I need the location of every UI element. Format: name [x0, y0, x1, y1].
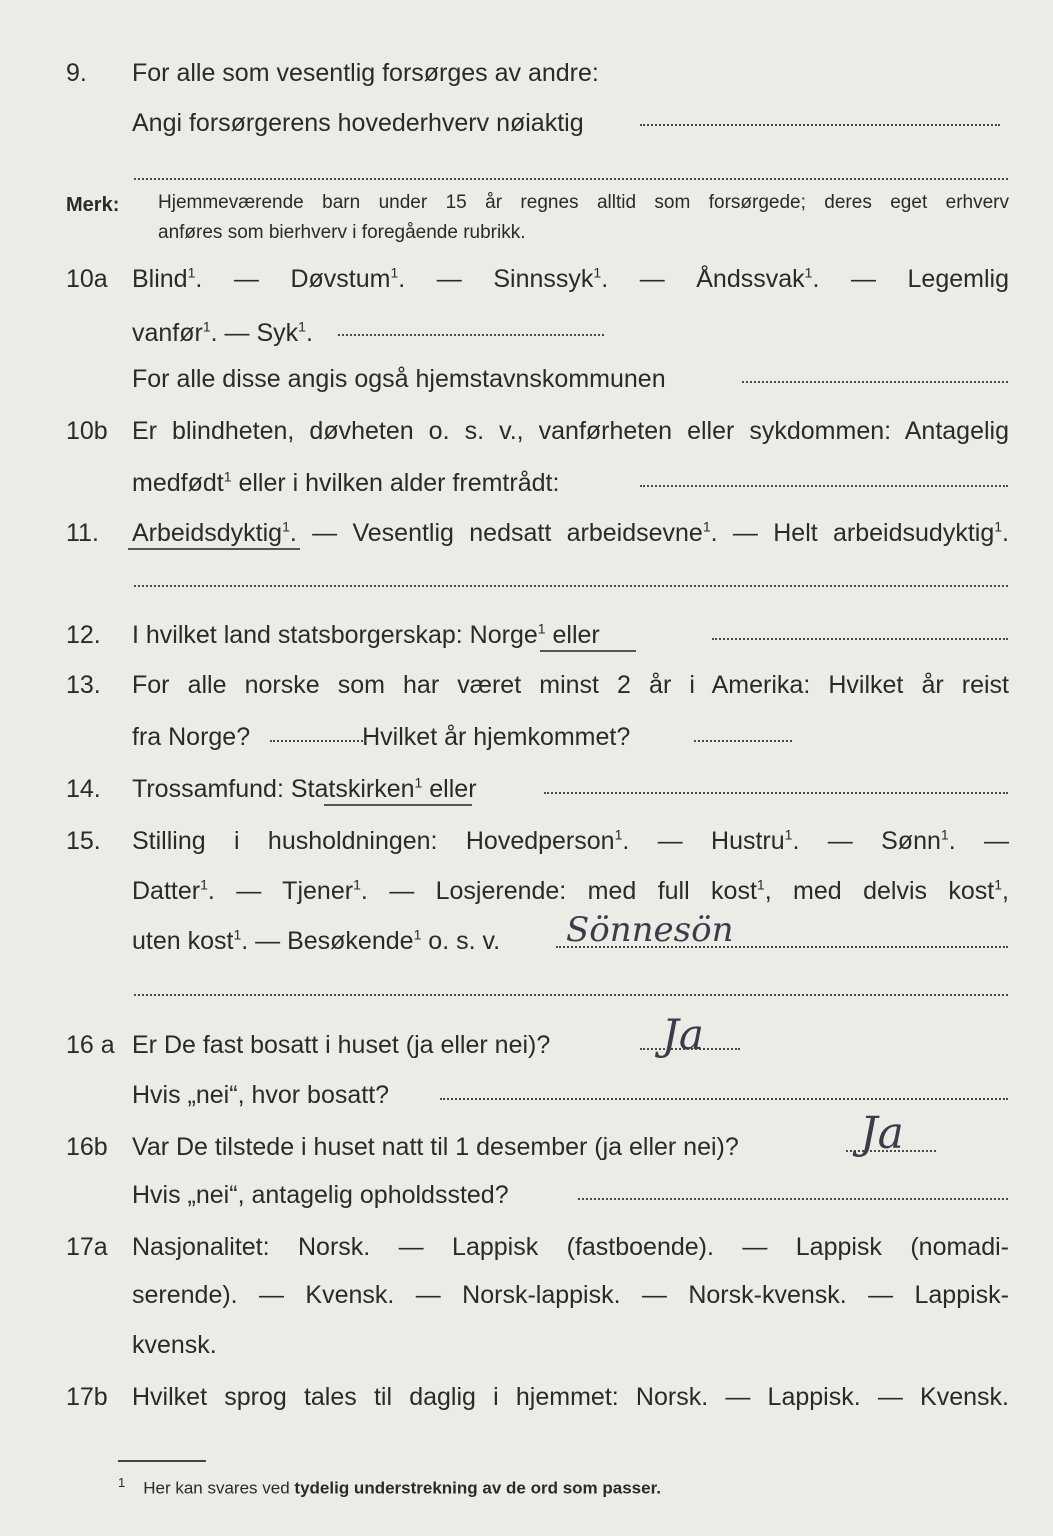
q15-line2: Datter$^1$. — Tjener$^1$. — Losjerende: med full kost$^1$, med delvis kost$^1$, [132, 876, 1009, 905]
question-number-13: 13. [66, 671, 101, 699]
q15-osv: o. s. v. [421, 927, 501, 955]
q16b-line2: Hvis „nei“, antagelig opholdssted? [132, 1181, 509, 1209]
q15-hustru: . — Hustru [622, 827, 785, 855]
q11-line1: Arbeidsdyktig$^1$. — Vesentlig nedsatt arbeidsevne$^1$. — Helt arbeidsudyktig$^1$. [132, 518, 1009, 547]
q9-line2: Angi forsørgerens hovederhverv nøiaktig [132, 109, 584, 137]
q10a-vanfor: vanfør [132, 319, 203, 347]
footnote-rule [118, 1460, 206, 1462]
q13-line2 [132, 722, 1009, 752]
question-number-16a: 16 a [66, 1031, 115, 1059]
q15-handwritten-answer: Sönnesön [566, 910, 734, 950]
q13-fra-norge: fra Norge? [132, 723, 251, 751]
q10a-blind: Blind [132, 265, 188, 293]
q17a-line1: Nasjonalitet: Norsk. — Lappisk (fastboende). — Lappisk (nomadi- [132, 1233, 1009, 1261]
question-number-10b: 10b [66, 417, 108, 445]
q13-hjemkommet-field[interactable] [694, 740, 792, 742]
footnote [118, 1472, 661, 1500]
q12-norge: Norge [469, 621, 538, 649]
q14-answer-field[interactable] [544, 792, 1008, 794]
merk-line2: anføres som bierhverv i foregående rubrikk. [158, 222, 526, 243]
q14-prefix: Trossamfund: [132, 775, 291, 803]
q10a-dovstum: — Døvstum [233, 265, 391, 293]
q9-answer-field-2[interactable] [134, 178, 1008, 180]
q15-sonn: . — Sønn [792, 827, 941, 855]
question-number-11: 11. [66, 519, 99, 547]
q15-comma: , [1002, 877, 1009, 905]
q10a-line3: For alle disse angis også hjemstavnskommunen [132, 365, 666, 393]
merk-label: Merk: [66, 194, 120, 216]
q16a-bosatt-field[interactable] [440, 1098, 1008, 1100]
question-number-17b: 17b [66, 1383, 108, 1411]
q13-reist-field[interactable] [270, 740, 366, 742]
q17b-line1: Hvilket sprog tales til daglig i hjemmet: Norsk. — Lappisk. — Kvensk. [132, 1383, 1009, 1411]
q10a-legemlig: — Legemlig [850, 265, 1009, 293]
q15-hovedperson: Stilling i husholdningen: Hovedperson [132, 827, 615, 855]
q14-statskirken: Statskirken [290, 775, 415, 803]
q15-tjener: . — Tjener [207, 877, 354, 905]
q12-line1: I hvilket land statsborgerskap: Norge$^1$ eller [132, 620, 600, 649]
q14-line1: Trossamfund: Statskirken$^1$ eller [132, 774, 477, 803]
q11-answer-field[interactable] [134, 585, 1008, 587]
q10b-line1: Er blindheten, døvheten o. s. v., vanførheten eller sykdommen: Antagelig [132, 417, 1009, 445]
footnote-text: Her kan svares ved [143, 1478, 295, 1498]
q10b-line2-rest: eller i hvilken alder fremtrådt: [231, 469, 560, 497]
q10b-medfodt: medfødt [132, 469, 224, 497]
q11-handwritten-underline [128, 548, 300, 550]
q16a-line2: Hvis „nei“, hvor bosatt? [132, 1081, 390, 1109]
footnote-mark: 1 [118, 1475, 126, 1490]
q15-line3: uten kost$^1$. — Besøkende$^1$ o. s. v. [132, 926, 501, 955]
question-number-17a: 17a [66, 1233, 108, 1261]
q15-uten-kost: uten kost [132, 927, 234, 955]
question-number-12: 12. [66, 621, 101, 649]
q13-line1: For alle norske som har været minst 2 år i Amerika: Hvilket år reist [132, 671, 1009, 699]
q12-answer-field[interactable] [712, 638, 1008, 640]
question-number-16b: 16b [66, 1133, 108, 1161]
q15-answer-field-2[interactable] [134, 994, 1008, 996]
q11-udyktig: . — Helt arbeidsudyktig [710, 519, 995, 547]
q10b-answer-field[interactable] [640, 485, 1008, 487]
q16a-handwritten-answer: Ja [662, 1010, 704, 1059]
q17a-line2: serende). — Kvensk. — Norsk-lappisk. — Norsk-kvensk. — Lappisk- [132, 1281, 1009, 1309]
q14-eller: eller [422, 775, 477, 803]
q14-handwritten-underline [324, 804, 472, 806]
question-number-15: 15. [66, 827, 101, 855]
q12-handwritten-underline [540, 650, 636, 652]
q16b-line1: Var De tilstede i huset natt til 1 desember (ja eller nei)? [132, 1133, 739, 1161]
q10a-sinnssyk: — Sinnssyk [436, 265, 594, 293]
q13-hjemkommet: Hvilket år hjemkommet? [362, 723, 631, 751]
merk-line1: Hjemmeværende barn under 15 år regnes alltid som forsørgede; deres eget erhverv [158, 192, 1009, 213]
q15-dash: . — [948, 827, 1009, 855]
q10a-line1: Blind$^1$. — Døvstum$^1$. — Sinnssyk$^1$. — Åndssvak$^1$. — Legemlig [132, 264, 1009, 293]
q9-line1: For alle som vesentlig forsørges av andre: [132, 59, 599, 87]
q10a-answer-field[interactable] [338, 334, 604, 336]
q16b-opholdssted-field[interactable] [578, 1198, 1008, 1200]
q9-answer-field[interactable] [640, 124, 1000, 126]
q10a-hjemstavn-field[interactable] [742, 381, 1008, 383]
q15-besokende: . — Besøkende [241, 927, 414, 955]
q12-eller: eller [545, 621, 600, 649]
q11-arbeidsdyktig: Arbeidsdyktig [132, 519, 283, 547]
q16a-line1: Er De fast bosatt i huset (ja eller nei)? [132, 1031, 551, 1059]
q16b-handwritten-answer: Ja [860, 1108, 904, 1159]
q15-delvis-kost: , med delvis kost [764, 877, 995, 905]
q15-line1: Stilling i husholdningen: Hovedperson$^1$. — Hustru$^1$. — Sønn$^1$. — [132, 826, 1009, 855]
q10a-syk: . — Syk [210, 319, 299, 347]
q10a-line2: vanfør$^1$. — Syk$^1$. [132, 318, 313, 347]
q15-full-kost: . — Losjerende: med full kost [360, 877, 757, 905]
q15-datter: Datter [132, 877, 201, 905]
question-number-9: 9. [66, 59, 87, 87]
footnote-bold: tydelig understrekning av de ord som passer. [294, 1478, 661, 1498]
q17a-line3: kvensk. [132, 1331, 217, 1359]
q12-prefix: I hvilket land statsborgerskap: [132, 621, 470, 649]
q11-nedsatt: . — Vesentlig nedsatt arbeidsevne [289, 519, 703, 547]
question-number-14: 14. [66, 775, 101, 803]
question-number-10a: 10a [66, 265, 108, 293]
q10a-andssvak: — Åndssvak [639, 265, 805, 293]
q10b-line2: medfødt$^1$ eller i hvilken alder fremtrådt: [132, 468, 560, 497]
